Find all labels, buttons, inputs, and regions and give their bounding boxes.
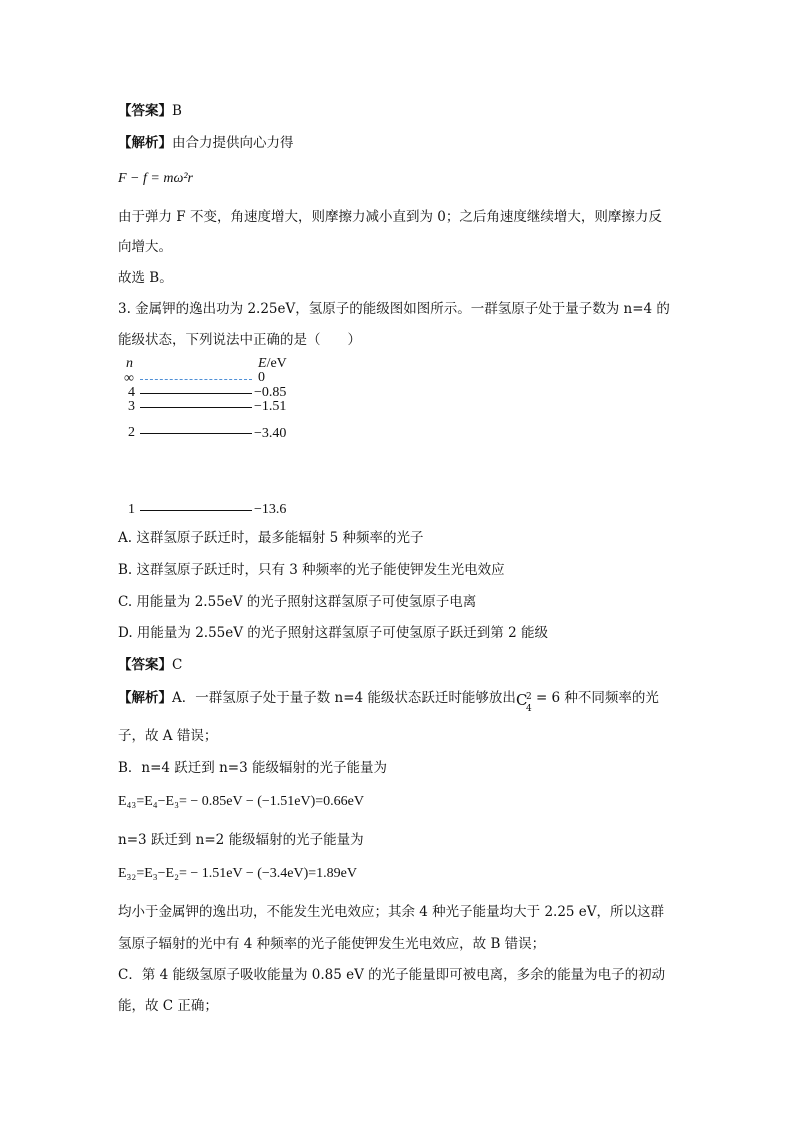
analysis-c-line-2: 能，故 C 正确； bbox=[118, 998, 218, 1014]
energy-axis-header: E/eV bbox=[258, 356, 287, 371]
q2-answer-line bbox=[118, 101, 688, 121]
level-inf-line bbox=[140, 379, 252, 380]
level-inf-energy: 0 bbox=[258, 370, 265, 385]
combination-symbol bbox=[515, 689, 536, 714]
answer-tag: 【答案】 bbox=[118, 657, 172, 673]
option-b: B. 这群氢原子跃迁时，只有 3 种频率的光子能使钾发生光电效应 bbox=[118, 562, 505, 578]
answer-value: B bbox=[172, 103, 182, 119]
level-3-label: 3 bbox=[128, 399, 135, 414]
q2-explain-line-2: 向增大。 bbox=[118, 239, 172, 255]
comb-bottom: 4 bbox=[525, 703, 532, 714]
analysis-a-line-2: 子，故 A 错误； bbox=[118, 728, 218, 744]
answer-tag: 【答案】 bbox=[118, 103, 172, 119]
comb-letter: C bbox=[515, 690, 528, 709]
option-d: D. 用能量为 2.55eV 的光子照射这群氢原子可使氢原子跃迁到第 2 能级 bbox=[118, 625, 548, 641]
q2-explain-line-1: 由于弹力 F 不变，角速度增大，则摩擦力减小直到为 0；之后角速度继续增大，则摩擦力反 bbox=[118, 209, 662, 225]
analysis-a-line-1 bbox=[118, 688, 688, 714]
level-2-line bbox=[140, 433, 252, 434]
analysis-b-line-2: 氢原子辐射的光中有 4 种频率的光子能使钾发生光电效应，故 B 错误； bbox=[118, 936, 546, 952]
level-1-line bbox=[140, 510, 252, 511]
level-4-label: 4 bbox=[128, 385, 135, 400]
comb-top: 2 bbox=[525, 691, 532, 702]
option-a: A. 这群氢原子跃迁时，最多能辐射 5 种频率的光子 bbox=[118, 530, 424, 546]
level-4-line bbox=[140, 393, 252, 394]
q2-conclusion: 故选 B。 bbox=[118, 270, 173, 286]
analysis-tag: 【解析】 bbox=[118, 690, 172, 706]
level-inf-label: ∞ bbox=[124, 371, 134, 386]
analysis-c-line-1: C．第 4 能级氢原子吸收能量为 0.85 eV 的光子能量即可被电离，多余的能量为电子的初动 bbox=[118, 967, 666, 983]
q3-answer-line bbox=[118, 655, 688, 675]
level-2-energy: −3.40 bbox=[254, 426, 287, 441]
q2-equation: F − f = mω²r bbox=[118, 171, 193, 186]
level-3-energy-value: −1.51 bbox=[254, 399, 287, 414]
analysis-a-pre: A．一群氢原子处于量子数 n=4 能级状态跃迁时能够放出 bbox=[172, 690, 516, 706]
level-3-line bbox=[140, 407, 252, 408]
level-1-energy: −13.6 bbox=[254, 502, 287, 517]
q3-stem-line-1: 3. 金属钾的逸出功为 2.25eV，氢原子的能级图如图所示。一群氢原子处于量子数为 n=4 的 bbox=[118, 301, 670, 317]
level-4-energy: −0.85 bbox=[254, 385, 287, 400]
energy-level-diagram bbox=[118, 352, 338, 522]
q3-stem-line-2: 能级状态，下列说法中正确的是（ ） bbox=[118, 332, 361, 348]
equation-e32: E₃₂=E₃−E₂= − 1.51eV − (−3.4eV)=1.89eV bbox=[118, 866, 357, 881]
level-1-label: 1 bbox=[128, 502, 135, 517]
answer-value: C bbox=[172, 657, 183, 673]
equation-e43: E₄₃=E₄−E₃= − 0.85eV − (−1.51eV)=0.66eV bbox=[118, 794, 364, 809]
n-axis-header: n bbox=[126, 356, 133, 371]
analysis-b-mid: n=3 跃迁到 n=2 能级辐射的光子能量为 bbox=[118, 832, 364, 848]
level-2-label: 2 bbox=[128, 425, 135, 440]
analysis-intro: 由合力提供向心力得 bbox=[172, 135, 294, 151]
analysis-a-post: = 6 种不同频率的光 bbox=[535, 690, 659, 706]
option-c: C. 用能量为 2.55eV 的光子照射这群氢原子可使氢原子电离 bbox=[118, 594, 477, 610]
analysis-tag: 【解析】 bbox=[118, 135, 172, 151]
analysis-b-intro: B．n=4 跃迁到 n=3 能级辐射的光子能量为 bbox=[118, 760, 387, 776]
q2-analysis-line bbox=[118, 133, 688, 153]
analysis-b-line-1: 均小于金属钾的逸出功，不能发生光电效应；其余 4 种光子能量均大于 2.25 eV，所以这群 bbox=[118, 904, 665, 920]
